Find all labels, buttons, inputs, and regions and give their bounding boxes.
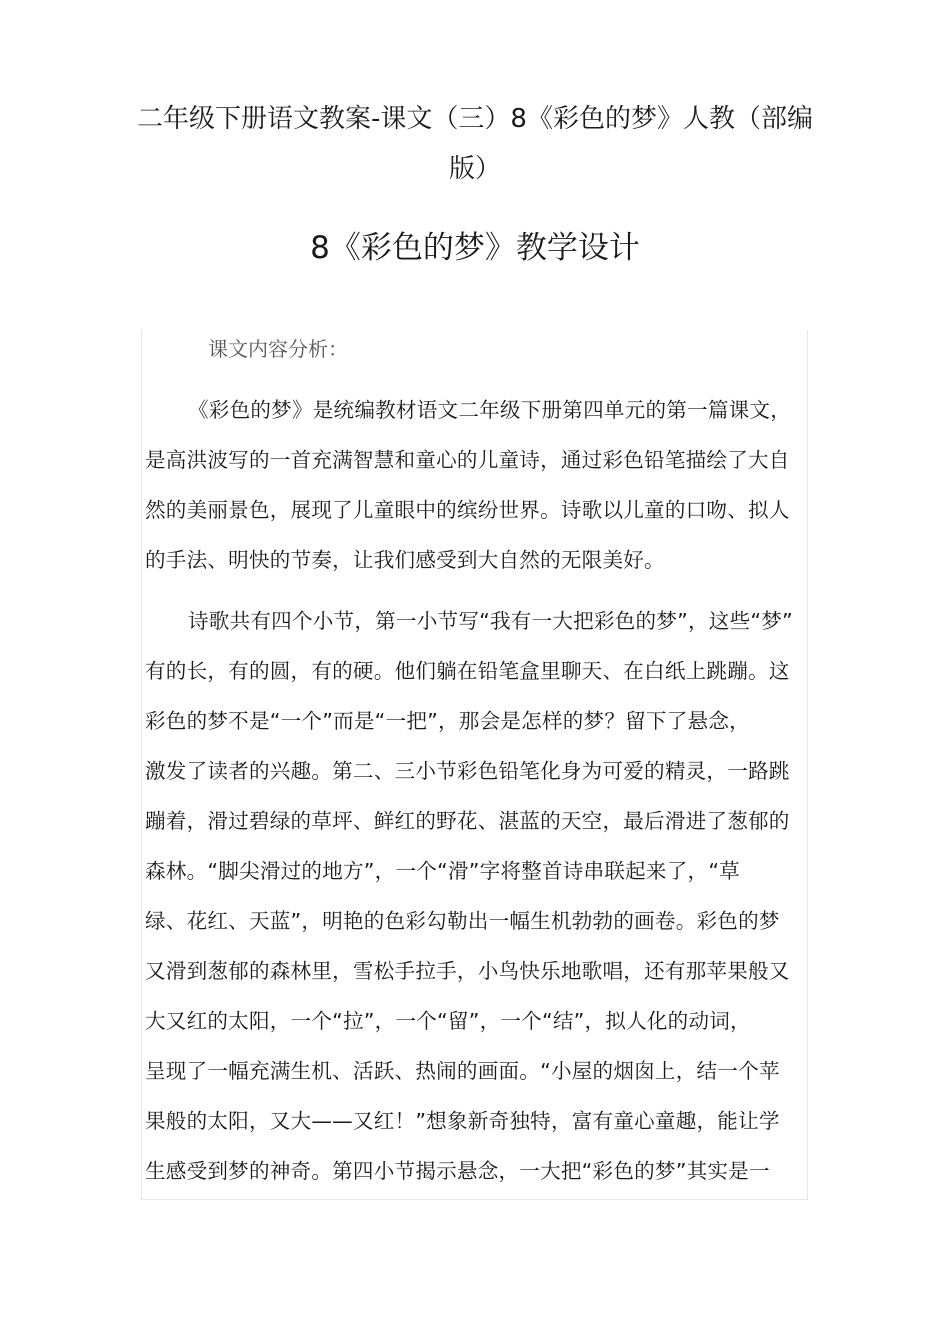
paragraph-line: 然的美丽景色，展现了儿童眼中的缤纷世界。诗歌以儿童的口吻、拟人 — [145, 498, 790, 522]
document-title-line: 二年级下册语文教案-课文（三）8《彩色的梦》人教（部编 — [137, 104, 813, 134]
paragraph-line: 有的长，有的圆，有的硬。他们躺在铅笔盒里聊天、在白纸上跳蹦。这 — [145, 659, 790, 683]
paragraph-line: 大又红的太阳，一个“拉”，一个“留”，一个“结”，拟人化的动词， — [145, 1009, 751, 1033]
paragraph-line: 是高洪波写的一首充满智慧和童心的儿童诗，通过彩色铅笔描绘了大自 — [145, 448, 790, 472]
paragraph-line: 又滑到葱郁的森林里，雪松手拉手，小鸟快乐地歌唱，还有那苹果般又 — [145, 959, 790, 983]
paragraph-line: 呈现了一幅充满生机、活跃、热闹的画面。“小屋的烟囱上，结一个苹 — [145, 1059, 780, 1083]
paragraph-line: 激发了读者的兴趣。第二、三小节彩色铅笔化身为可爱的精灵，一路跳 — [145, 759, 790, 783]
paragraph-text-analysis-intro — [145, 385, 791, 585]
document-title — [120, 94, 830, 194]
paragraph-line: 森林。“脚尖滑过的地方”，一个“滑”字将整首诗串联起来了，“草 — [145, 859, 740, 883]
lesson-subtitle: 8《彩色的梦》教学设计 — [310, 230, 640, 266]
paragraph-line: 生感受到梦的神奇。第四小节揭示悬念，一大把“彩色的梦”其实是一 — [145, 1159, 770, 1183]
paragraph-line: 绿、花红、天蓝”，明艳的色彩勾勒出一幅生机勃勃的画卷。彩色的梦 — [145, 909, 780, 933]
paragraph-line: 蹦着，滑过碧绿的草坪、鲜红的野花、湛蓝的天空，最后滑进了葱郁的 — [145, 809, 790, 833]
paragraph-line: 果般的太阳，又大——又红！”想象新奇独特，富有童心童趣，能让学 — [145, 1109, 780, 1133]
content-box — [141, 330, 808, 1200]
paragraph-line: 的手法、明快的节奏，让我们感受到大自然的无限美好。 — [145, 548, 665, 572]
paragraph-poem-structure — [145, 596, 793, 1196]
paragraph-line: 诗歌共有四个小节，第一小节写“我有一大把彩色的梦”，这些“梦” — [188, 609, 793, 633]
document-title-line: 版） — [448, 154, 501, 184]
paragraph-line: 《彩色的梦》是统编教材语文二年级下册第四单元的第一篇课文， — [188, 398, 792, 422]
section-label: 课文内容分析： — [208, 337, 348, 361]
paragraph-line: 彩色的梦不是“一个”而是“一把”，那会是怎样的梦？留下了悬念， — [145, 709, 750, 733]
